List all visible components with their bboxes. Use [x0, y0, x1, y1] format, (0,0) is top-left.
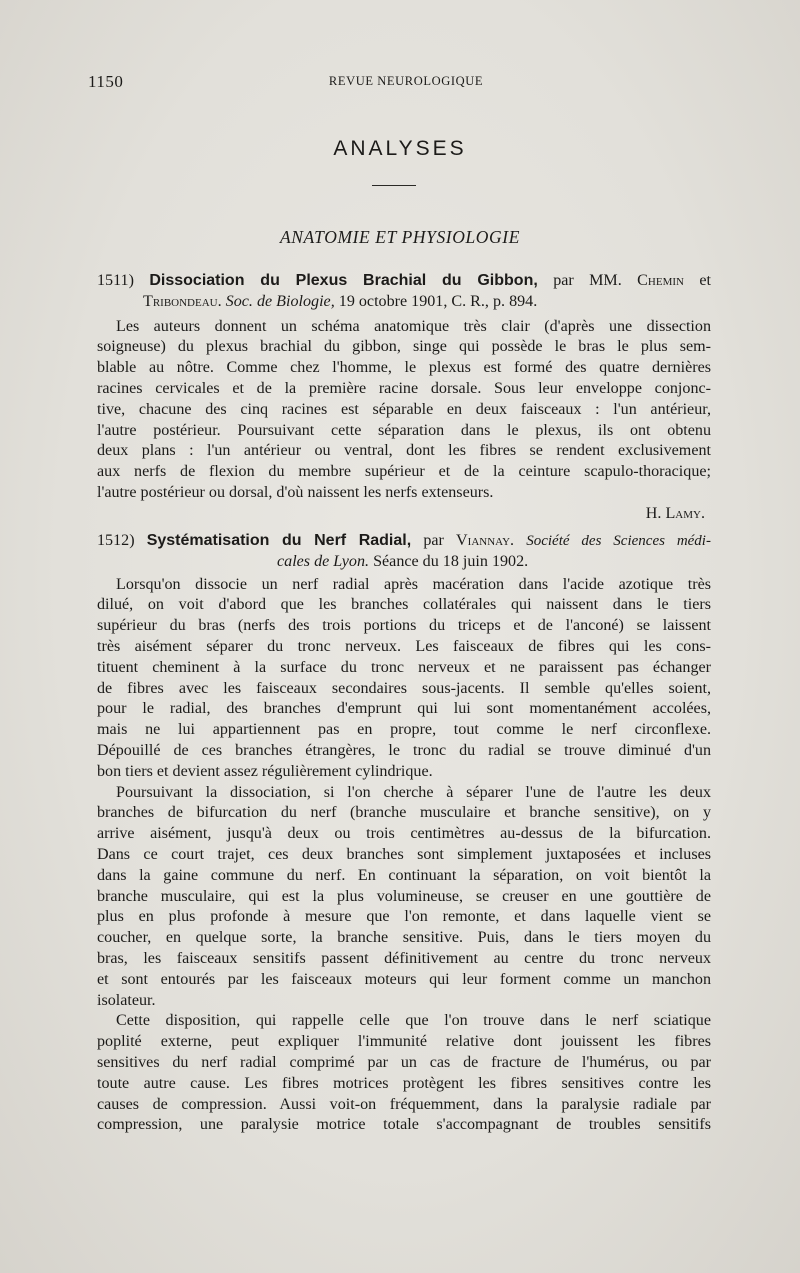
article-date: Séance du 18 juin 1902.: [373, 552, 529, 570]
article-1511-heading-line2: [97, 292, 711, 313]
running-head: [88, 72, 724, 92]
paragraph-line: Dépouillé de ces branches étrangères, le tronc du radial se trouve diminué d'un: [97, 741, 711, 759]
article-and: et: [699, 272, 711, 289]
paragraph-line: arrive aisément, jusqu'à deux ou trois centimètres au-dessus de la bifurcation.: [97, 825, 711, 843]
paragraph-line: et sont entourés par les faisceaux moteurs qui leur forment comme un manchon: [97, 970, 711, 988]
paragraph-line: supérieur du bras (nerfs des trois portions du triceps et de l'anconé) se laissent: [97, 617, 711, 635]
paragraph-line: pour le radial, des branches d'emprunt qui lui sont momentanément accolées,: [97, 700, 711, 718]
article-author-1: Chemin: [637, 272, 684, 289]
paragraph-line: tive, chacune des cinq racines est séparable en deux faisceaux : l'un antérieur,: [97, 400, 711, 418]
paragraph-line: Cette disposition, qui rappelle celle que l'on trouve dans le nerf sciatique: [116, 1012, 711, 1030]
paragraph-line: causes de compression. Aussi voit-on fréquemment, dans la paralysie radiale par: [97, 1095, 711, 1113]
signature: H. Lamy.: [645, 504, 705, 522]
article-title: Dissociation du Plexus Brachial du Gibbon,: [149, 272, 538, 289]
paragraph-line: toute autre cause. Les fibres motrices protègent les fibres sensitives contre les: [97, 1074, 711, 1092]
paragraph-line: deux plans : l'un antérieur ou ventral, dont les fibres se rendent exclusivement: [97, 442, 711, 460]
paragraph-line: branche musculaire, qui est la plus volumineuse, se creuser en une gouttière de: [97, 887, 711, 905]
paragraph-line: bon tiers et devient assez régulièrement cylindrique.: [97, 762, 433, 780]
article-number: 1511): [97, 272, 134, 289]
article-date: 19 octobre 1901, C. R., p. 894.: [338, 292, 538, 310]
section-divider: [372, 185, 416, 186]
article-source: Soc. de Biologie,: [225, 292, 335, 310]
paragraph-line: Lorsqu'on dissocie un nerf radial après macération dans l'acide azotique très: [116, 575, 711, 593]
article-source-cont: cales de Lyon.: [277, 552, 370, 570]
paragraph-line: branches de bifurcation du nerf (branche musculaire et branche sensitive), on y: [97, 804, 711, 822]
paragraph-line: soigneuse) du plexus brachial du gibbon, singe qui possède le bras le plus sem-: [97, 338, 711, 356]
paragraph-line: dans la gaine commune du nerf. En continuant la séparation, on voit bientôt la: [97, 866, 711, 884]
paragraph-line: isolateur.: [97, 991, 156, 1009]
paragraph-line: racines cervicales et de la première racine dorsale. Sous leur enveloppe conjonc-: [97, 379, 711, 397]
paragraph-line: très aisément séparer du tronc nerveux. Les faisceaux de fibres qui les cons-: [97, 637, 711, 655]
section-title: ANALYSES: [333, 137, 467, 160]
article-1511: [97, 271, 711, 525]
paragraph-line: sensitives du nerf radial comprimé par un cas de fracture de l'humérus, ou par: [97, 1053, 711, 1071]
article-1512-heading-line1: [97, 531, 711, 552]
article-author-2: Tribondeau.: [143, 292, 222, 310]
subsection-title: ANATOMIE ET PHYSIOLOGIE: [279, 227, 520, 247]
paragraph-line: Dans ce court trajet, ces deux branches sont simplement juxtaposées et incluses: [97, 845, 711, 863]
paragraph-line: poplité externe, peut expliquer l'immunité relative dont jouissent les fibres: [97, 1033, 711, 1051]
paragraph-line: mais ne lui appartiennent pas en propre, tout comme le nerf circonflexe.: [97, 721, 711, 739]
paragraph-line: compression, une paralysie motrice totale s'accompagnant de troubles sensitifs: [97, 1116, 711, 1134]
article-1512: [97, 531, 711, 1136]
paragraph-line: coucher, en quelque sorte, la branche sensitive. Puis, dans le tiers moyen du: [97, 929, 711, 947]
article-author: Viannay.: [456, 532, 515, 549]
article-number: 1512): [97, 532, 135, 549]
paragraph-line: blable au nôtre. Comme chez l'homme, le plexus est formé des quatre dernières: [97, 359, 711, 377]
article-source: Société des Sciences médi-: [526, 533, 711, 549]
paragraph-line: dilué, on voit d'abord que les branches collatérales qui naissent dans le tiers: [97, 596, 711, 614]
paragraph-line: l'autre postérieur. Poursuivant cette séparation dans le plexus, ils ont obtenu: [97, 421, 711, 439]
paragraph-line: plus en plus profonde à mesure que l'on remonte, et dans laquelle vient se: [97, 908, 711, 926]
paragraph-line: Poursuivant la dissociation, si l'on cherche à séparer l'une de l'autre les deux: [116, 783, 711, 801]
paragraph-line: de fibres avec les faisceaux secondaires sous-jacents. Il semble qu'elles soient,: [97, 679, 711, 697]
paragraph-line: tituent cheminent à la surface du tronc nerveux et ne paraissent pas échanger: [97, 658, 711, 676]
article-by: par: [423, 532, 444, 549]
paragraph-line: Les auteurs donnent un schéma anatomique très clair (d'après une dissection: [116, 317, 711, 335]
paragraph-line: l'autre postérieur ou dorsal, d'où naissent les nerfs extenseurs.: [97, 483, 494, 501]
page-number: 1150: [88, 72, 124, 91]
article-1512-heading-line2: [97, 552, 711, 573]
paragraph-line: aux nerfs de flexion du membre supérieur et de la ceinture scapulo-thoracique;: [97, 463, 711, 481]
journal-name: REVUE NEUROLOGIQUE: [328, 74, 484, 88]
article-by: par MM.: [553, 272, 622, 289]
article-1511-heading-line1: [97, 271, 711, 292]
paragraph-line: bras, les faisceaux sensitifs passent définitivement au centre du tronc nerveux: [97, 949, 711, 967]
article-title: Systématisation du Nerf Radial,: [146, 532, 412, 549]
